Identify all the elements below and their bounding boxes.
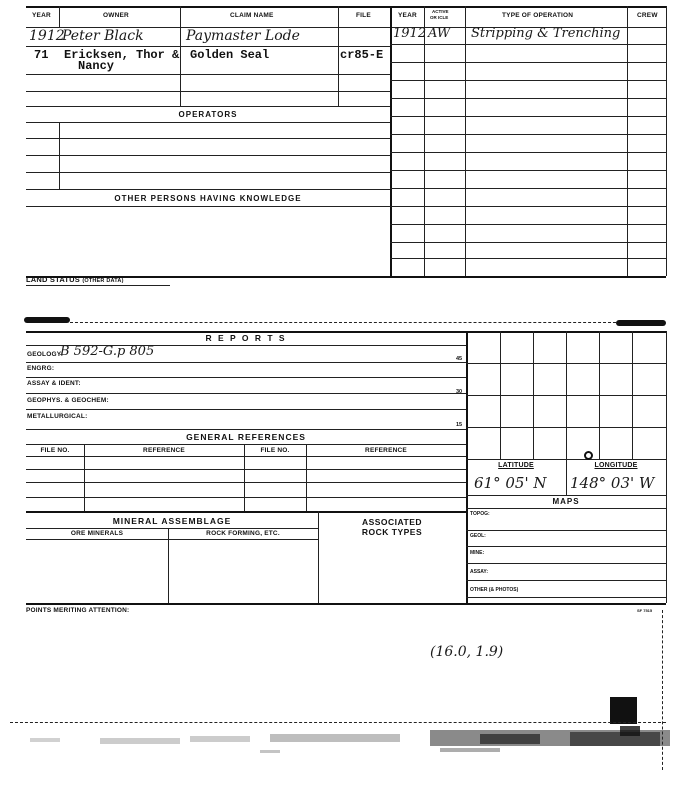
maps-top-rule <box>466 495 666 496</box>
longitude-label: LONGITUDE <box>594 462 638 469</box>
ref-row-line <box>26 482 466 483</box>
ops-row-line <box>390 134 666 135</box>
header-owner: OWNER <box>103 12 129 19</box>
land-status-underline <box>26 285 170 286</box>
ref-file-no-header: FILE NO. <box>40 447 70 454</box>
maps-row-line <box>466 530 666 531</box>
ops-row-1-active: AW <box>428 26 451 41</box>
maps-row-line <box>466 580 666 581</box>
ops-row-line <box>390 44 666 45</box>
ref-reference-header: REFERENCE <box>143 447 185 454</box>
main-vertical-divider <box>390 6 392 276</box>
operators-row-line <box>26 138 390 139</box>
owner-row-2-year: 71 <box>34 48 49 62</box>
reports-heading: R E P O R T S <box>205 333 287 343</box>
operators-row-line <box>26 189 390 190</box>
operators-divider <box>59 122 60 189</box>
ops-row-line <box>390 188 666 189</box>
land-status-label: LAND STATUS (OTHER DATA) <box>26 275 124 284</box>
rock-forming-header: ROCK FORMING, ETC. <box>206 530 280 537</box>
ops-row-line <box>390 98 666 99</box>
maps-geol: GEOL: <box>470 533 486 539</box>
grid-row <box>466 363 666 364</box>
ops-row-line <box>390 80 666 81</box>
latitude-label: LATITUDE <box>498 462 534 469</box>
location-marker-circle <box>584 451 593 460</box>
mineral-assemblage-heading: MINERAL ASSEMBLAGE <box>112 516 232 526</box>
maps-other: OTHER (& PHOTOS) <box>470 587 519 593</box>
scan-noise-band <box>10 724 670 774</box>
header-type-of-operation: TYPE OF OPERATION <box>502 12 574 19</box>
longitude-value: 148° 03' W <box>570 474 655 492</box>
owner-row-1-claim: Paymaster Lode <box>186 28 300 44</box>
owner-row-line <box>26 106 390 107</box>
form-number: SF 7515 <box>637 608 653 613</box>
ref-col-divider <box>306 444 307 511</box>
ops-row-1-type: Stripping & Trenching <box>471 26 621 41</box>
owner-row-2-owner: Ericksen, Thor & <box>64 48 180 62</box>
metallurgical-label: METALLURGICAL: <box>27 413 88 420</box>
owner-row-1-year: 1912 <box>29 28 65 44</box>
ref-file-no-header-2: FILE NO. <box>260 447 290 454</box>
ops-row-line <box>390 242 666 243</box>
ref-bottom-line <box>26 511 466 513</box>
maps-heading: MAPS <box>552 497 580 506</box>
owner-row-1-owner: Peter Black <box>62 28 144 44</box>
latitude-value: 61° 05' N <box>474 474 547 492</box>
owner-row-2-file: cr85-E <box>340 48 384 62</box>
reports-row-line <box>26 393 466 394</box>
black-square-mark <box>610 697 637 724</box>
scale-15: 15 <box>456 422 463 428</box>
owner-row-line <box>26 91 390 92</box>
coordinate-annotation: (16.0, 1.9) <box>430 644 504 660</box>
reports-row-line <box>26 377 466 378</box>
scale-45: 45 <box>456 356 463 362</box>
ops-row-line <box>390 258 666 259</box>
grid-row <box>466 427 666 428</box>
black-bar-left <box>24 317 70 323</box>
general-references-heading: GENERAL REFERENCES <box>186 432 306 442</box>
right-border <box>666 6 667 276</box>
reports-row-line <box>26 429 466 430</box>
operators-row-line <box>26 155 390 156</box>
ops-row-1-year: 1912 <box>393 26 427 41</box>
mineral-col-divider <box>168 528 169 603</box>
ops-crew-divider <box>627 6 628 276</box>
ref-row-line <box>26 469 466 470</box>
dashed-rule <box>70 322 616 323</box>
ops-active-divider <box>465 6 466 276</box>
owner-row-line <box>26 46 390 47</box>
top-border <box>26 6 666 8</box>
geology-label: GEOLOGY: <box>27 351 64 358</box>
ops-row-line <box>390 116 666 117</box>
ref-reference-header-2: REFERENCE <box>365 447 407 454</box>
header-active-1: ACTIVE <box>432 9 449 14</box>
scale-30: 30 <box>456 389 463 395</box>
maps-row-line <box>466 546 666 547</box>
ref-col-divider <box>84 444 85 511</box>
geology-value: B 592-G.p 805 <box>60 344 155 359</box>
associated-heading: ASSOCIATED <box>361 517 423 527</box>
general-references-rule <box>26 444 466 445</box>
ops-row-line <box>390 152 666 153</box>
geophys-label: GEOPHYS. & GEOCHEM: <box>27 397 109 404</box>
ops-row-line <box>390 206 666 207</box>
header-file: FILE <box>356 12 371 19</box>
ops-row-line <box>390 224 666 225</box>
rock-types-heading: ROCK TYPES <box>361 527 423 537</box>
ref-col-divider <box>244 444 245 511</box>
header-year: YEAR <box>32 12 51 19</box>
operators-heading: OPERATORS <box>178 110 238 119</box>
operators-row-line <box>26 172 390 173</box>
points-meriting-label: POINTS MERITING ATTENTION: <box>26 607 130 614</box>
bottom-dashed-rule <box>10 722 666 723</box>
operators-rule <box>26 122 390 123</box>
ops-year-divider <box>424 6 425 276</box>
lower-section-rule <box>26 603 666 605</box>
reports-row-line <box>26 409 466 410</box>
grid-row <box>466 395 666 396</box>
owner-row-2-claim: Golden Seal <box>190 48 270 62</box>
ref-row-line <box>26 497 466 498</box>
other-persons-rule <box>26 206 390 207</box>
maps-assay: ASSAY: <box>470 569 489 575</box>
ore-minerals-header: ORE MINERALS <box>70 530 124 537</box>
header-claim-name: CLAIM NAME <box>230 12 274 19</box>
owner-row-line <box>26 74 390 75</box>
owner-row-2-owner-cont: Nancy <box>78 59 115 73</box>
ref-row-line <box>26 456 466 457</box>
header-divider <box>59 6 60 27</box>
maps-mine: MINE: <box>470 550 485 556</box>
black-bar-right <box>616 320 666 326</box>
mineral-subheader-rule <box>26 539 318 540</box>
ops-row-line <box>390 170 666 171</box>
header-year-ops: YEAR <box>398 12 417 19</box>
other-persons-heading: OTHER PERSONS HAVING KNOWLEDGE <box>114 194 302 203</box>
maps-row-line <box>466 597 666 598</box>
maps-rule <box>466 508 666 509</box>
header-active-2: OR ICLE <box>430 15 449 20</box>
header-crew: CREW <box>637 12 658 19</box>
maps-topog: TOPOG: <box>470 511 490 517</box>
maps-row-line <box>466 563 666 564</box>
engrg-label: ENGRG: <box>27 365 55 372</box>
lat-long-divider <box>566 459 567 495</box>
reports-row-line <box>26 362 466 363</box>
assay-ident-label: ASSAY & IDENT: <box>27 380 81 387</box>
mineral-rule <box>26 528 318 529</box>
ops-row-line <box>390 62 666 63</box>
reports-right-border <box>666 331 667 603</box>
